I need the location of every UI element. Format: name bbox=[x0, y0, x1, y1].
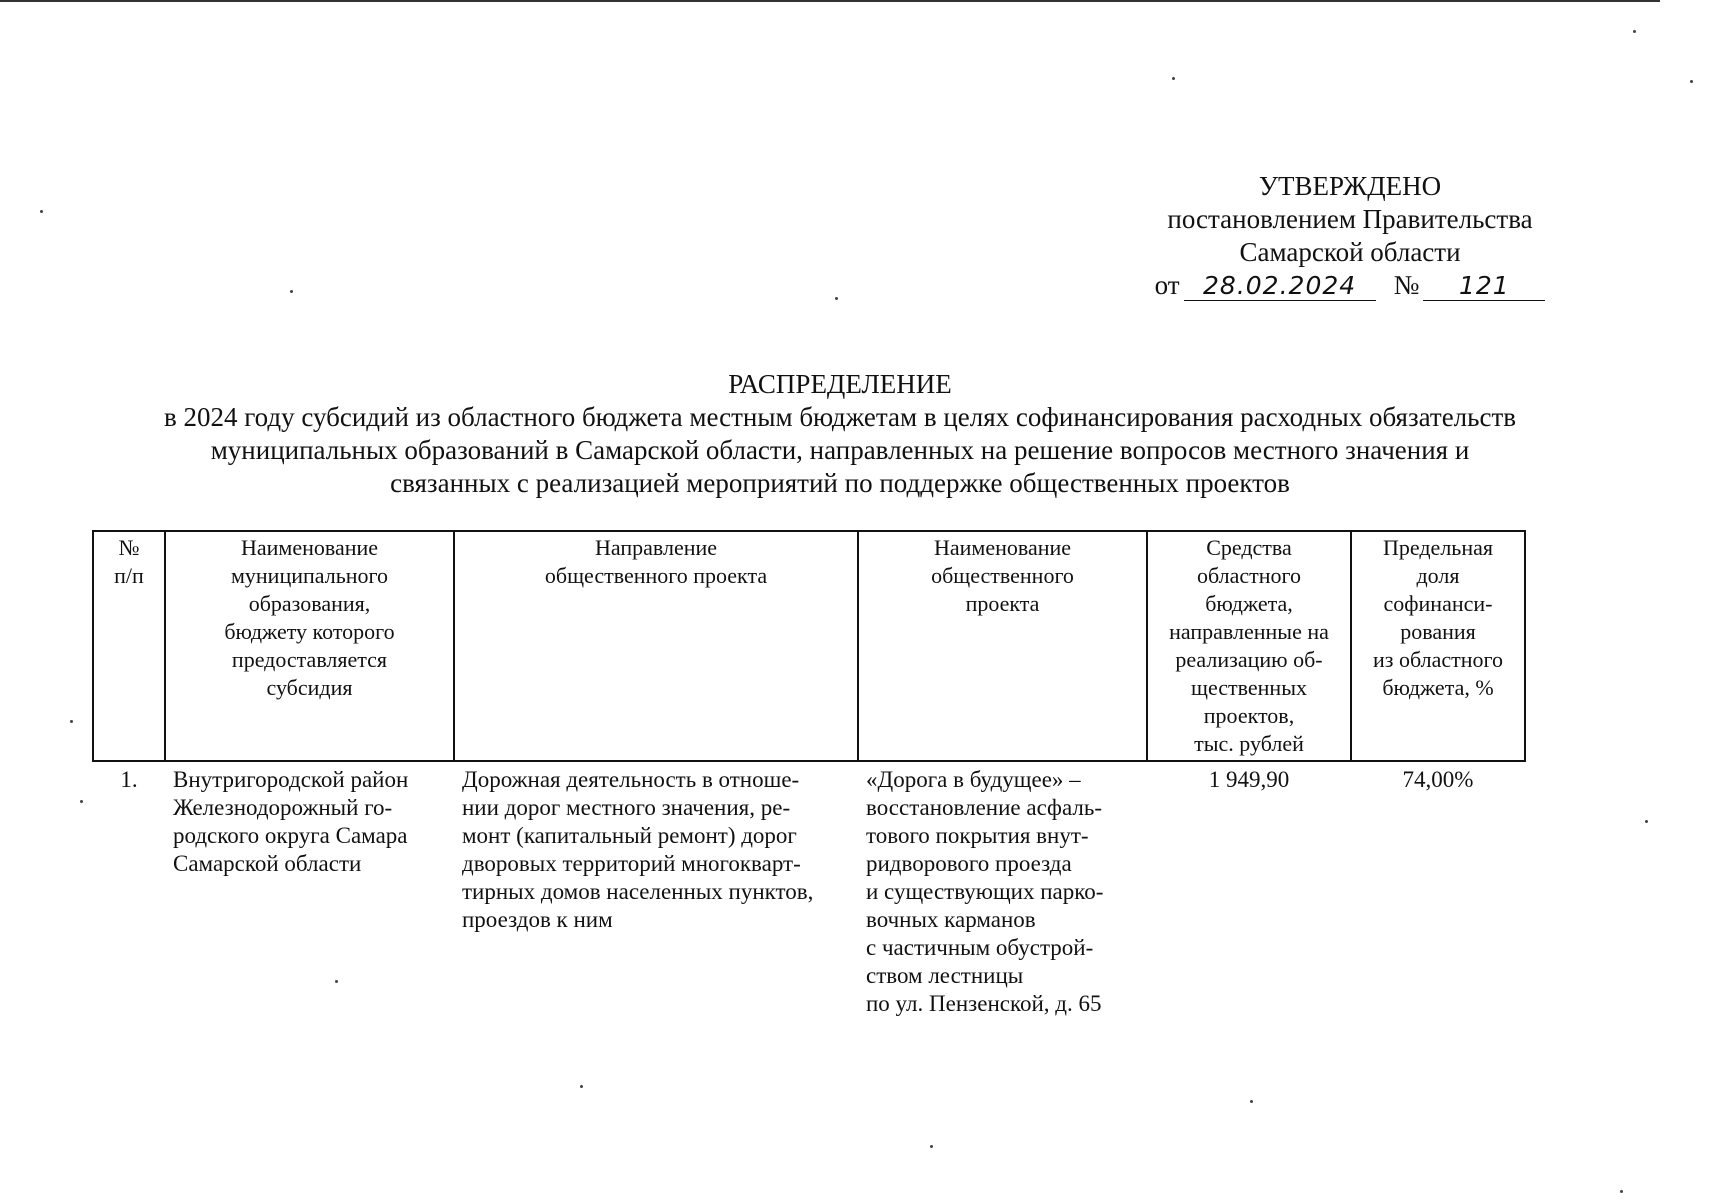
scan-speck bbox=[290, 290, 293, 293]
cell-funds: 1 949,90 bbox=[1208, 767, 1290, 792]
table-header-row bbox=[93, 531, 1525, 761]
scan-speck bbox=[580, 1085, 583, 1088]
distribution-table bbox=[92, 530, 1526, 1022]
document-heading: РАСПРЕДЕЛЕНИЕ bbox=[728, 369, 952, 399]
scan-speck bbox=[1633, 30, 1636, 33]
cell-project: «Дорога в будущее» – восстановление асфаль- тового покрытия внут- ридворового проезда и существующих парко- вочных карманов с частичным обустрой- ством лестницы по ул. Пензенской, д. 65 bbox=[866, 767, 1104, 1016]
header-share: Предельная доля софинанси- рования из областного бюджета, % bbox=[1351, 531, 1525, 761]
approval-line-1: постановлением Правительства bbox=[1167, 204, 1533, 234]
scan-speck bbox=[80, 800, 83, 803]
cell-direction: Дорожная деятельность в отноше- нии дорог местного значения, ре- монт (капитальный ремонт) дорог дворовых территорий многокварт- тирных домов населенных пунктов, проездов к ним bbox=[462, 767, 814, 932]
cell-num: 1. bbox=[120, 767, 138, 792]
scan-speck bbox=[70, 720, 73, 723]
approval-date-line bbox=[1140, 269, 1560, 302]
cell-share: 74,00% bbox=[1402, 767, 1474, 792]
header-funds: Средства областного бюджета, направленные на реализацию об- щественных проектов, тыс. рублей bbox=[1147, 531, 1351, 761]
handwritten-number: 121 bbox=[1423, 272, 1545, 301]
scan-speck bbox=[40, 210, 43, 213]
scan-speck bbox=[1172, 77, 1175, 80]
document-title-block bbox=[60, 368, 1620, 500]
cell-municipality: Внутригородской район Железнодорожный го- родского округа Самара Самарской области bbox=[173, 767, 409, 876]
scan-speck bbox=[930, 1145, 933, 1148]
scan-speck bbox=[335, 980, 338, 983]
approval-stamp-block bbox=[1140, 170, 1560, 302]
document-subtitle: в 2024 году субсидий из областного бюджета местным бюджетам в целях софинансирования расходных обязательств муниципальных образований в Самарской области, направленных на решение вопросов местного значения и связанных с реализацией мероприятий по поддержке общественных проектов bbox=[163, 402, 1517, 498]
scan-speck bbox=[1690, 80, 1693, 83]
approval-line-2: Самарской области bbox=[1239, 237, 1461, 267]
header-num: № п/п bbox=[93, 531, 165, 761]
table-row bbox=[93, 761, 1525, 1022]
date-prefix: от bbox=[1154, 270, 1180, 300]
scan-speck bbox=[1645, 820, 1648, 823]
scan-speck bbox=[1250, 1100, 1253, 1103]
approval-heading: УТВЕРЖДЕНО bbox=[1258, 171, 1442, 201]
header-direction: Направление общественного проекта bbox=[454, 531, 858, 761]
scan-speck bbox=[1620, 1190, 1623, 1193]
scan-speck bbox=[835, 297, 838, 300]
header-municipality: Наименование муниципального образования, бюджету которого предоставляется субсидия bbox=[165, 531, 454, 761]
scan-edge-line bbox=[0, 0, 1660, 2]
handwritten-date: 28.02.2024 bbox=[1184, 272, 1376, 301]
header-project: Наименование общественного проекта bbox=[858, 531, 1147, 761]
number-prefix: № bbox=[1393, 270, 1420, 300]
